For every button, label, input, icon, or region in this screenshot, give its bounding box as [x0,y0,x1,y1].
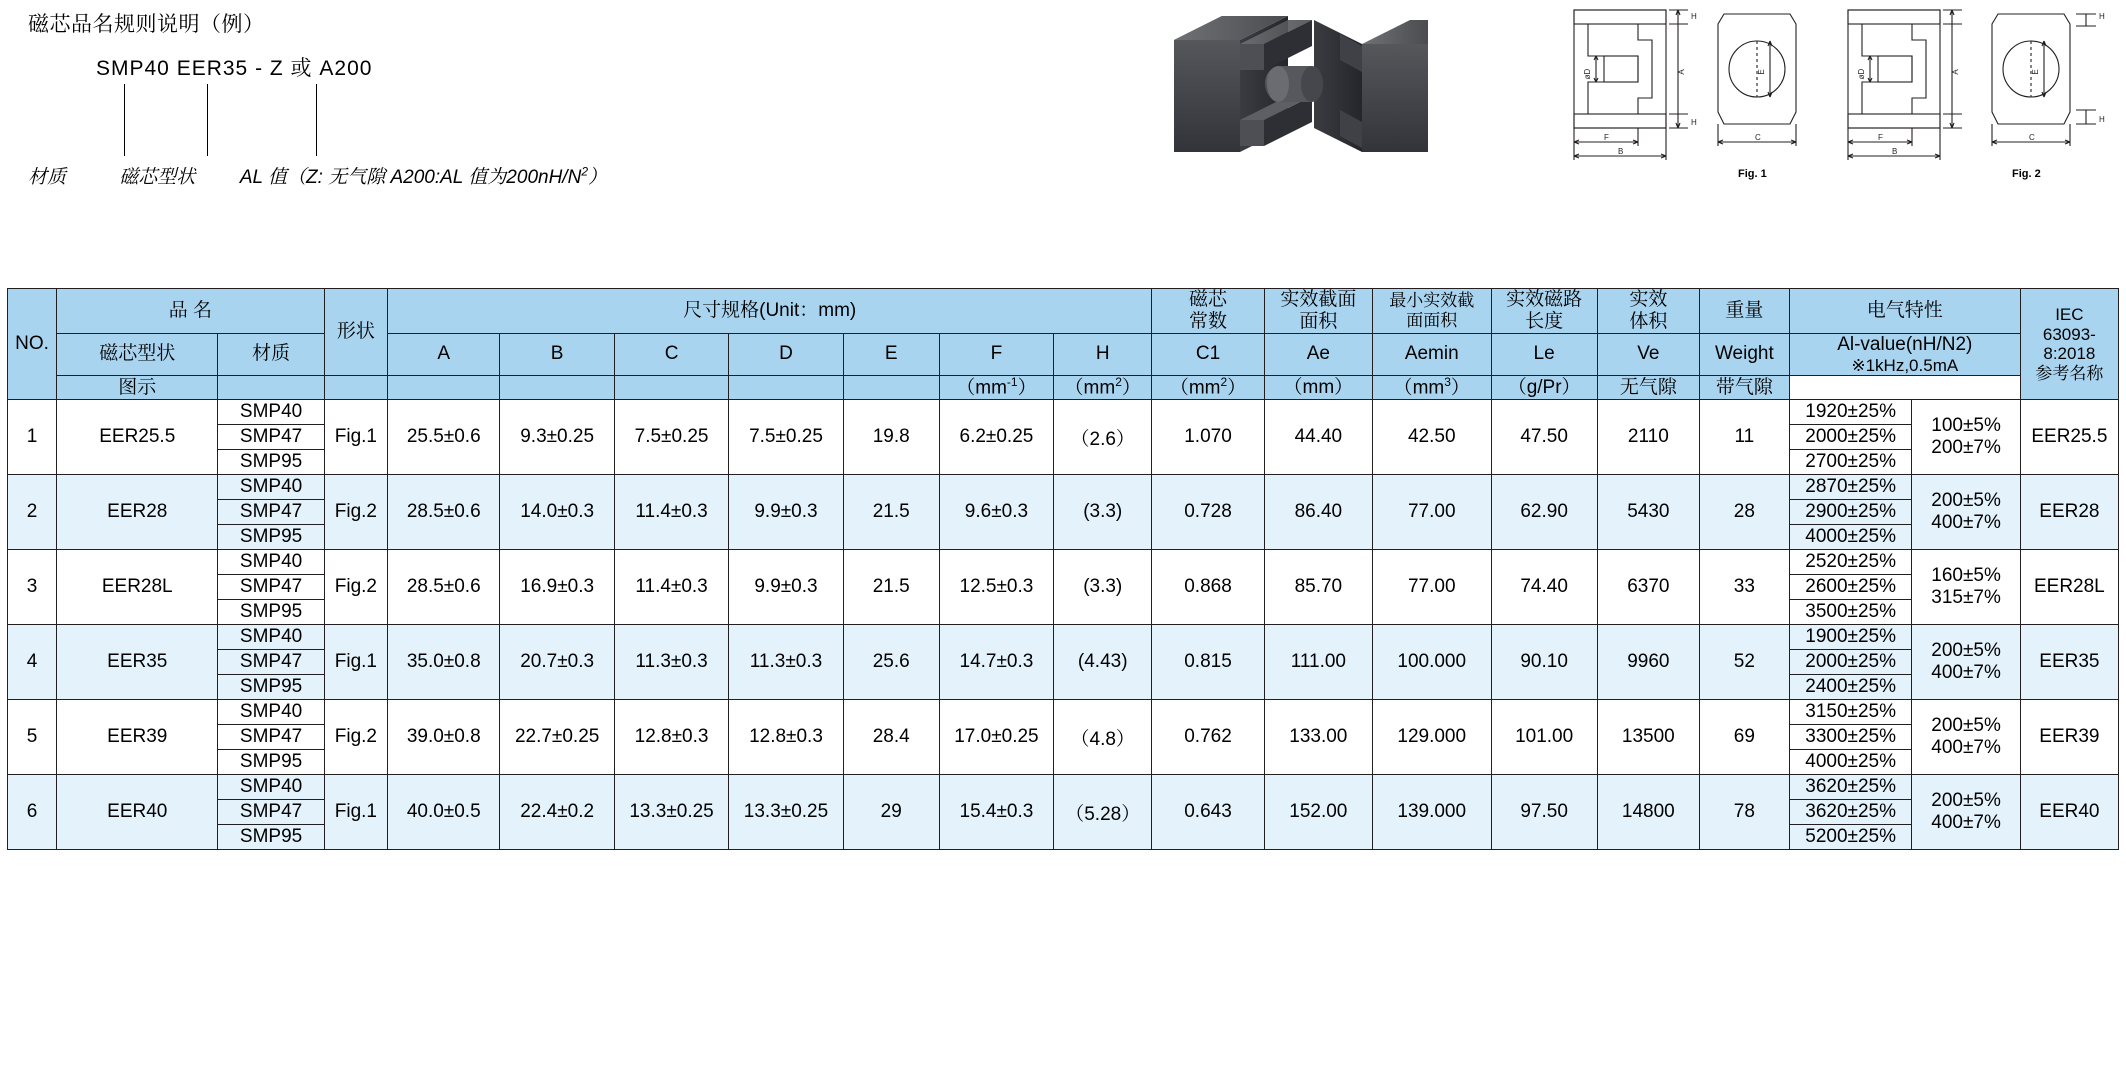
cell-c1: 0.643 [1152,775,1264,850]
cell-dim-C: 11.4±0.3 [614,475,728,550]
dimension-figures-svg [1560,0,2120,185]
specification-table-wrapper [7,288,2119,850]
cell-iec-name: EER28L [2020,550,2118,625]
fig1-section-view [1574,10,1688,160]
al-with-gap-value: 200±5% [1931,640,2001,662]
al-value-label: Al-value(nH/N2) [1837,333,1973,355]
legend-material: 材质 [28,167,67,188]
cell-material: SMP95 [218,675,324,700]
cell-dim-B: 9.3±0.25 [500,400,614,475]
col-icon-label: 图示 [57,376,218,400]
cell-material: SMP40 [218,775,324,800]
label-H-fig2-bottom: H [2099,115,2105,124]
iec-line4: 参考名称 [2035,363,2104,383]
cell-le: 62.90 [1491,475,1597,550]
col-ae-symbol: Ae [1264,333,1372,375]
cell-al-no-gap: 3620±25% [1789,800,1912,825]
cell-aemin: 100.000 [1372,625,1491,700]
unit-ae-exp: 2 [1115,375,1122,390]
col-dim-A: A [388,333,500,375]
cell-dim-E: 28.4 [843,700,939,775]
cell-ve: 5430 [1597,475,1699,550]
cell-iec-name: EER35 [2020,625,2118,700]
cell-al-no-gap: 2000±25% [1789,425,1912,450]
cell-ae: 86.40 [1264,475,1372,550]
al-with-gap-value: 315±7% [1931,587,2001,609]
core-center-leg [1267,66,1323,102]
col-core-constant-label [1152,289,1264,334]
cell-weight: 78 [1699,775,1789,850]
cell-shape-figure: Fig.1 [324,625,387,700]
unit-F [729,376,843,400]
cell-dim-A: 40.0±0.5 [388,775,500,850]
label-A-fig1: A [1677,69,1686,75]
cell-core-shape: EER39 [57,700,218,775]
unit-aemin-base: mm [1188,377,1221,399]
fig2-plan-view [1992,14,2096,146]
cell-material: SMP47 [218,725,324,750]
cell-c1: 0.868 [1152,550,1264,625]
cell-dim-A: 25.5±0.6 [388,400,500,475]
cell-al-no-gap: 2870±25% [1789,475,1912,500]
col-dim-D: D [729,333,843,375]
table-row [8,700,2119,725]
label-E-fig1: E [1757,69,1766,75]
cell-shape-figure: Fig.1 [324,400,387,475]
unit-ve-base: mm [1412,377,1445,399]
cell-dim-D: 13.3±0.25 [729,775,843,850]
core-3d-illustration [1160,0,1460,180]
cell-dim-F: 17.0±0.25 [939,700,1053,775]
cell-aemin: 42.50 [1372,400,1491,475]
al-with-gap-value: 200±7% [1931,437,2001,459]
cell-dim-A: 35.0±0.8 [388,625,500,700]
cell-iec-name: EER40 [2020,775,2118,850]
cell-core-shape: EER28L [57,550,218,625]
cell-al-with-gap [1912,550,2020,625]
cell-dim-D: 12.8±0.3 [729,700,843,775]
core-right-half [1310,20,1428,152]
le-line2: 长度 [1525,310,1564,332]
unit-c1: $(mm^{-1})$ [939,376,1053,400]
cell-al-no-gap: 3500±25% [1789,600,1912,625]
cell-shape-figure: Fig.1 [324,775,387,850]
al-with-gap-value: 400±7% [1931,812,2001,834]
cell-dim-C: 11.3±0.3 [614,625,728,700]
legend-al-unit-exponent: 2 [581,164,588,179]
al-with-gap-value: 200±5% [1931,790,2001,812]
cell-dim-B: 16.9±0.3 [500,550,614,625]
cell-dim-B: 20.7±0.3 [500,625,614,700]
unit-c1-exp: -1 [1006,375,1018,390]
cell-ae: 152.00 [1264,775,1372,850]
aemin-line1: 最小实效截 [1389,291,1475,311]
label-H-fig1-top: H [1691,12,1697,21]
cell-material: SMP95 [218,450,324,475]
cell-al-no-gap: 4000±25% [1789,525,1912,550]
cell-material: SMP47 [218,575,324,600]
cell-material: SMP47 [218,800,324,825]
cell-al-with-gap [1912,625,2020,700]
cell-dim-H: (3.3) [1054,475,1152,550]
naming-rule-example-code: SMP40 EER35 - Z 或 A200 [96,57,373,80]
cell-aemin: 77.00 [1372,475,1491,550]
cell-dim-B: 22.7±0.25 [500,700,614,775]
label-oD-fig1: øD [1583,68,1592,80]
al-test-condition: ※1kHz,0.5mA [1851,355,1959,375]
cell-dim-H: （2.6） [1054,400,1152,475]
aemin-line2: 面面积 [1406,310,1458,330]
al-with-gap-value: 160±5% [1931,565,2001,587]
cell-core-shape: EER40 [57,775,218,850]
table-row [8,775,2119,800]
cell-ve: 2110 [1597,400,1699,475]
cell-material: SMP40 [218,700,324,725]
cell-dim-B: 22.4±0.2 [500,775,614,850]
cell-al-no-gap: 2700±25% [1789,450,1912,475]
cell-weight: 52 [1699,625,1789,700]
unit-ae: $(mm^2)$ [1054,376,1152,400]
naming-rule-leader-lines [28,84,828,162]
col-iec-reference [2020,289,2118,400]
cell-dim-B: 14.0±0.3 [500,475,614,550]
cell-material: SMP47 [218,650,324,675]
label-A-fig2: A [1951,69,1960,75]
label-oD-fig2: øD [1857,68,1866,80]
cell-dim-D: 7.5±0.25 [729,400,843,475]
ve-line1: 实效 [1629,289,1668,310]
cell-weight: 11 [1699,400,1789,475]
core-const-line1: 磁芯 [1188,289,1227,310]
cell-c1: 0.762 [1152,700,1264,775]
cell-ve: 13500 [1597,700,1699,775]
unit-le-base: mm [1302,376,1335,398]
cell-c1: 0.815 [1152,625,1264,700]
unit-aemin-exp: 2 [1220,375,1228,390]
unit-D [500,376,614,400]
cell-core-shape: EER28 [57,475,218,550]
fig2-section-view [1848,10,1962,160]
cell-material: SMP47 [218,425,324,450]
cell-dim-D: 9.9±0.3 [729,475,843,550]
label-H-fig2-top: H [2099,12,2105,21]
al-with-gap-value: 100±5% [1931,415,2001,437]
col-le-label [1491,289,1597,334]
ve-line2: 体积 [1629,310,1668,332]
col-ve-symbol: Ve [1597,333,1699,375]
cell-dim-E: 21.5 [843,475,939,550]
cell-material: SMP40 [218,475,324,500]
cell-dim-H: (3.3) [1054,550,1152,625]
cell-no: 6 [8,775,57,850]
cell-al-no-gap: 2600±25% [1789,575,1912,600]
col-electrical-title: 电气特性 [1789,289,2020,334]
cell-dim-A: 39.0±0.8 [388,700,500,775]
cell-al-no-gap: 3300±25% [1789,725,1912,750]
col-dim-H: H [1054,333,1152,375]
col-dim-F: F [939,333,1053,375]
cell-iec-name: EER25.5 [2020,400,2118,475]
col-no: NO. [8,289,57,400]
cell-material: SMP47 [218,500,324,525]
naming-rule-title: 磁芯品名规则说明（例） [28,13,265,36]
label-F-fig2: F [1878,133,1883,142]
cell-ae: 133.00 [1264,700,1372,775]
cell-dim-A: 28.5±0.6 [388,475,500,550]
label-H-fig1-bottom: H [1691,118,1697,127]
cell-no: 1 [8,400,57,475]
cell-le: 101.00 [1491,700,1597,775]
label-C-fig1: C [1755,133,1761,142]
cell-ve: 6370 [1597,550,1699,625]
label-F-fig1: F [1604,133,1609,142]
cell-dim-C: 7.5±0.25 [614,400,728,475]
cell-ae: 85.70 [1264,550,1372,625]
table-header-row-3 [8,376,2119,400]
cell-al-no-gap: 2000±25% [1789,650,1912,675]
unit-H [843,376,939,400]
cell-al-no-gap: 3620±25% [1789,775,1912,800]
cell-aemin: 129.000 [1372,700,1491,775]
core-3d-svg [1160,0,1460,180]
unit-ve-exp: 3 [1444,375,1451,390]
col-aemin-label [1372,289,1491,334]
cell-dim-C: 12.8±0.3 [614,700,728,775]
label-E-fig2: E [2031,69,2040,75]
cell-material: SMP95 [218,600,324,625]
ae-line2: 面积 [1299,310,1338,332]
col-with-gap: 带气隙 [1699,376,1789,400]
unit-A [218,376,324,400]
cell-no: 4 [8,625,57,700]
cell-dim-H: (4.43) [1054,625,1152,700]
cell-al-no-gap: 2520±25% [1789,550,1912,575]
cell-dim-F: 12.5±0.3 [939,550,1053,625]
cell-al-with-gap [1912,775,2020,850]
table-row [8,400,2119,425]
unit-ve: $(mm^3)$ [1372,376,1491,400]
al-with-gap-value: 400±7% [1931,512,2001,534]
cell-dim-C: 13.3±0.25 [614,775,728,850]
cell-dim-E: 25.6 [843,625,939,700]
table-body [8,400,2119,850]
unit-weight: （g/Pr） [1491,376,1597,400]
iec-line2: 63093- [2042,324,2096,344]
cell-dim-F: 14.7±0.3 [939,625,1053,700]
cell-material: SMP40 [218,625,324,650]
col-core-shape: 磁芯型状 [57,333,218,375]
table-row [8,475,2119,500]
cell-dim-C: 11.4±0.3 [614,550,728,625]
table-header-row-2 [8,333,2119,375]
fig1-plan-view [1718,14,1796,146]
cell-weight: 33 [1699,550,1789,625]
label-C-fig2: C [2029,133,2035,142]
cell-al-no-gap: 2900±25% [1789,500,1912,525]
cell-shape-figure: Fig.2 [324,550,387,625]
label-B-fig2: B [1892,147,1898,156]
cell-dim-H: （5.28） [1054,775,1152,850]
cell-iec-name: EER39 [2020,700,2118,775]
col-shape: 形状 [324,289,387,376]
col-product-name: 品 名 [57,289,325,334]
legend-al-end: ） [588,167,608,188]
cell-al-no-gap: 4000±25% [1789,750,1912,775]
cell-dim-F: 6.2±0.25 [939,400,1053,475]
cell-ve: 9960 [1597,625,1699,700]
cell-dim-H: （4.8） [1054,700,1152,775]
iec-line1: IEC [2055,305,2084,325]
cell-iec-name: EER28 [2020,475,2118,550]
cell-no: 3 [8,550,57,625]
cell-shape-figure: Fig.2 [324,700,387,775]
cell-ae: 44.40 [1264,400,1372,475]
cell-core-shape: EER35 [57,625,218,700]
unit-c1-base: mm [975,377,1007,399]
fig1-caption: Fig. 1 [1738,168,1767,180]
col-weight-label-cn: 重量 [1699,289,1789,334]
cell-al-with-gap [1912,475,2020,550]
dimension-figures [1560,0,2120,185]
legend-al-unit: nH/N [538,167,582,188]
cell-material: SMP95 [218,825,324,850]
cell-material: SMP40 [218,400,324,425]
cell-aemin: 139.000 [1372,775,1491,850]
legend-core-shape: 磁芯型状 [119,167,196,188]
cell-c1: 0.728 [1152,475,1264,550]
cell-ve: 14800 [1597,775,1699,850]
naming-rule-legend [28,162,828,189]
cell-dim-E: 29 [843,775,939,850]
cell-weight: 28 [1699,475,1789,550]
table-header-row-1 [8,289,2119,334]
unit-le: （mm） [1264,376,1372,400]
core-const-line2: 常数 [1188,310,1227,332]
legend-al-value: AL 值（Z: 无气隙 A200:AL 值为200 [239,167,539,188]
ae-line1: 实效截面 [1280,289,1357,310]
col-ve-label [1597,289,1699,334]
cell-al-no-gap: 3150±25% [1789,700,1912,725]
col-material: 材质 [218,333,324,375]
col-weight-symbol: Weight [1699,333,1789,375]
cell-dim-F: 15.4±0.3 [939,775,1053,850]
unit-E [614,376,728,400]
cell-no: 5 [8,700,57,775]
col-aemin-symbol: Aemin [1372,333,1491,375]
col-le-symbol: Le [1491,333,1597,375]
col-dim-B: B [500,333,614,375]
unit-aemin: $(mm^2)$ [1152,376,1264,400]
al-with-gap-value: 200±5% [1931,490,2001,512]
cell-material: SMP40 [218,550,324,575]
specification-table [7,288,2119,850]
cell-dim-D: 9.9±0.3 [729,550,843,625]
cell-le: 97.50 [1491,775,1597,850]
cell-al-no-gap: 1900±25% [1789,625,1912,650]
col-c1-symbol: C1 [1152,333,1264,375]
cell-al-no-gap: 5200±25% [1789,825,1912,850]
cell-le: 90.10 [1491,625,1597,700]
cell-al-with-gap [1912,400,2020,475]
cell-dim-A: 28.5±0.6 [388,550,500,625]
le-line1: 实效磁路 [1506,289,1583,310]
cell-al-no-gap: 2400±25% [1789,675,1912,700]
cell-weight: 69 [1699,700,1789,775]
cell-c1: 1.070 [1152,400,1264,475]
unit-ae-base: mm [1083,377,1116,399]
col-ae-label [1264,289,1372,334]
iec-line3: 8:2018 [2043,344,2096,364]
col-dim-E: E [843,333,939,375]
cell-ae: 111.00 [1264,625,1372,700]
label-B-fig1: B [1618,147,1624,156]
cell-le: 74.40 [1491,550,1597,625]
naming-rule-block [28,8,828,189]
table-row [8,625,2119,650]
col-dimensions: 尺寸规格(Unit：mm) [388,289,1152,334]
col-no-gap: 无气隙 [1597,376,1699,400]
cell-dim-E: 21.5 [843,550,939,625]
col-al-value-sub [1789,333,2020,375]
cell-shape-figure: Fig.2 [324,475,387,550]
al-with-gap-value: 400±7% [1931,662,2001,684]
cell-core-shape: EER25.5 [57,400,218,475]
cell-al-no-gap: 1920±25% [1789,400,1912,425]
cell-dim-D: 11.3±0.3 [729,625,843,700]
al-with-gap-value: 400±7% [1931,737,2001,759]
cell-dim-F: 9.6±0.3 [939,475,1053,550]
cell-dim-E: 19.8 [843,400,939,475]
unit-B [324,376,387,400]
cell-material: SMP95 [218,525,324,550]
fig2-caption: Fig. 2 [2012,168,2041,180]
cell-no: 2 [8,475,57,550]
unit-C [388,376,500,400]
cell-aemin: 77.00 [1372,550,1491,625]
cell-al-with-gap [1912,700,2020,775]
col-dim-C: C [614,333,728,375]
al-with-gap-value: 200±5% [1931,715,2001,737]
cell-material: SMP95 [218,750,324,775]
table-row [8,550,2119,575]
cell-le: 47.50 [1491,400,1597,475]
